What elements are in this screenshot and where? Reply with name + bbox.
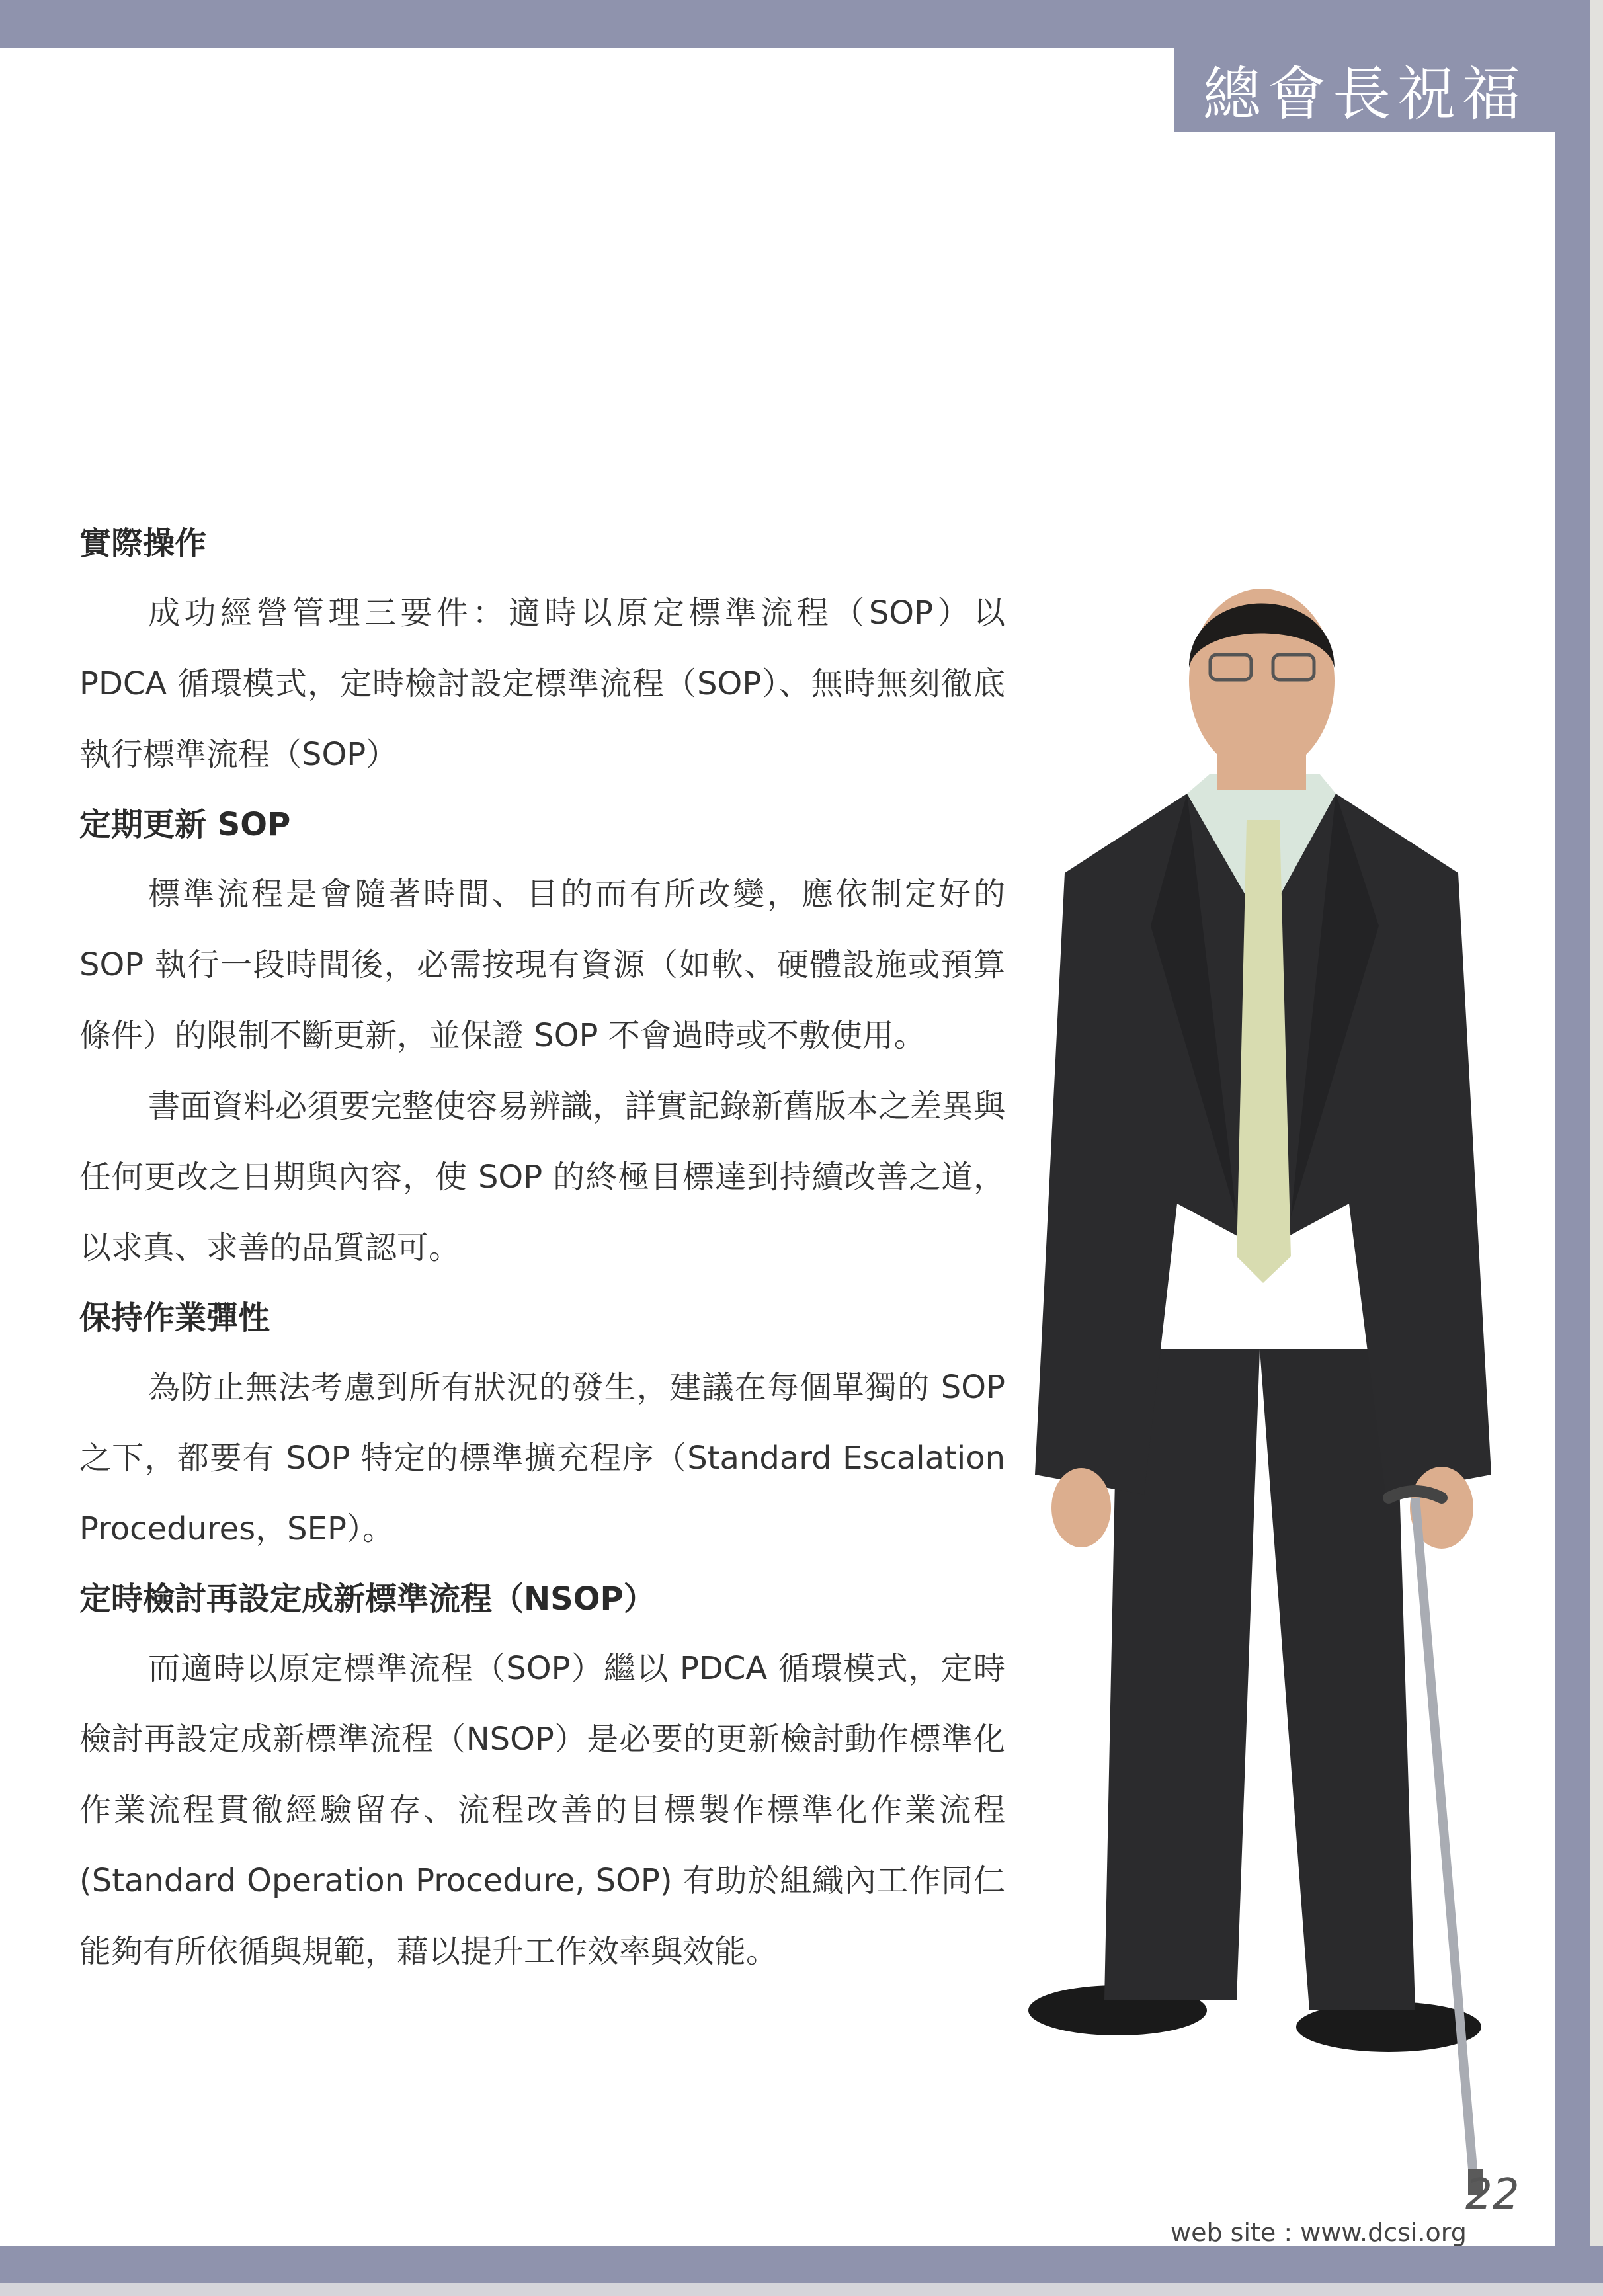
page-title: 總會長祝福 [1174,48,1555,132]
frame-top [0,0,1603,48]
section-heading-update: 定期更新 SOP [79,806,291,843]
cane-handle [1389,1491,1442,1498]
article-body [79,509,1005,1987]
section-paragraph: 成功經營管理三要件：適時以原定標準流程（SOP）以 PDCA 循環模式，定時檢討設定標準流程（SOP）、無時無刻徹底執行標準流程（SOP） [79,594,1005,773]
section-heading-nsop: 定時檢討再設定成新標準流程（NSOP） [79,1580,655,1618]
section-heading-flexibility: 保持作業彈性 [79,1299,270,1336]
frame-right-edge [1590,0,1603,2296]
section-paragraph: 而適時以原定標準流程（SOP）繼以 PDCA 循環模式，定時檢討再設定成新標準流程（NSOP）是必要的更新檢討動作標準化作業流程貫徹經驗留存、流程改善的目標製作標準化作業流程 (Standard Operation Procedure, SOP) 有助於組織內工作同仁能夠有所依循與規範，藉以提升工作效率與效能。 [79,1650,1005,1970]
left-hand [1051,1468,1111,1547]
portrait-photo [1018,555,1521,2209]
page-number: 22 [1465,2170,1520,2219]
website-link[interactable]: web site : www.dcsi.org [1171,2218,1467,2247]
section-paragraph: 標準流程是會隨著時間、目的而有所改變，應依制定好的 SOP 執行一段時間後，必需按現有資源（如軟、硬體設施或預算條件）的限制不斷更新，並保證 SOP 不會過時或不敷使用。 [79,876,1005,1054]
walking-cane [1415,1498,1475,2192]
section-paragraph: 為防止無法考慮到所有狀況的發生，建議在每個單獨的 SOP 之下，都要有 SOP 特定的標準擴充程序（Standard Escalation Procedures，SEP）。 [79,1369,1005,1547]
section-paragraph: 書面資料必須要完整使容易辨識，詳實記錄新舊版本之差異與任何更改之日期與內容，使 SOP 的終極目標達到持續改善之道，以求真、求善的品質認可。 [79,1088,1006,1266]
section-heading-practice: 實際操作 [79,525,207,562]
frame-bottom-highlight [0,2283,1603,2296]
